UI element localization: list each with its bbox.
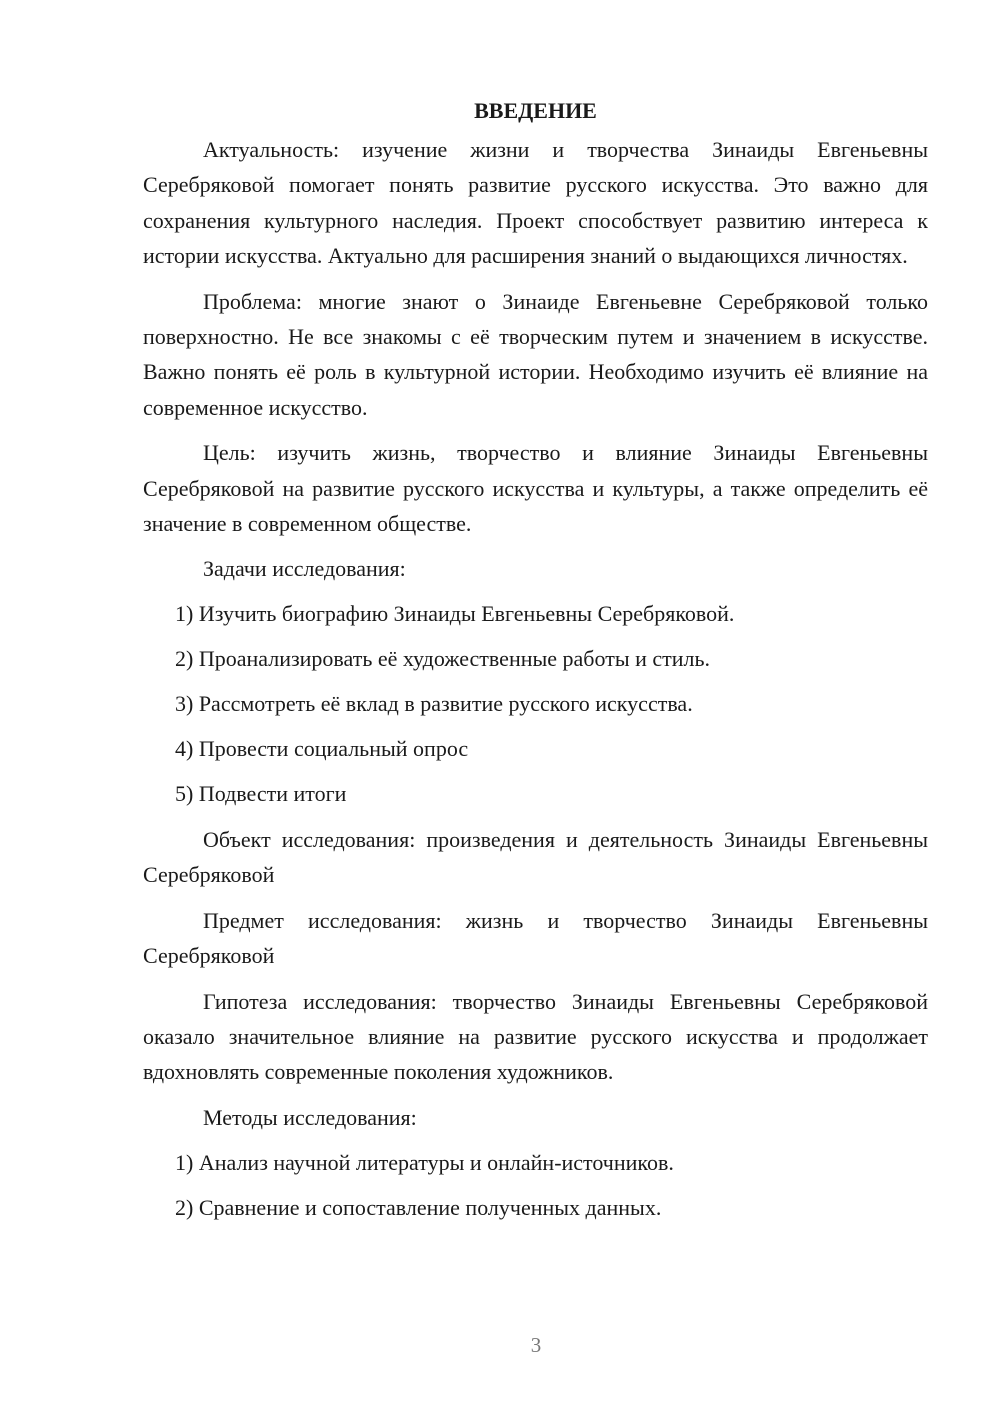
task-item: 4) Провести социальный опрос <box>175 736 469 762</box>
tasks-heading: Задачи исследования: <box>203 556 406 582</box>
task-item: 2) Проанализировать её художественные работы и стиль. <box>175 646 711 672</box>
section-title: ВВЕДЕНИЕ <box>474 98 597 123</box>
goal-paragraph: Цель: изучить жизнь, творчество и влияние Зинаиды Евгеньевны Серебряковой на развитие русского искусства и культуры, а также определить её значение в современном обществе. <box>143 440 928 537</box>
methods-heading: Методы исследования: <box>203 1104 417 1130</box>
page-number: 3 <box>530 1333 542 1357</box>
subject-paragraph: Предмет исследования: жизнь и творчество Зинаиды Евгеньевны Серебряковой <box>143 907 928 969</box>
method-item: 2) Сравнение и сопоставление полученных данных. <box>175 1194 662 1220</box>
document-page <box>143 94 928 1225</box>
task-item: 1) Изучить биографию Зинаиды Евгеньевны Серебряковой. <box>175 601 735 627</box>
hypothesis-paragraph: Гипотеза исследования: творчество Зинаиды Евгеньевны Серебряковой оказало значительное влияние на развитие русского искусства и продолжает вдохновлять современные поколения художников. <box>143 988 928 1085</box>
method-item: 1) Анализ научной литературы и онлайн-источников. <box>175 1149 674 1175</box>
task-item: 3) Рассмотреть её вклад в развитие русского искусства. <box>175 691 693 717</box>
task-item: 5) Подвести итоги <box>175 781 347 807</box>
object-paragraph: Объект исследования: произведения и деятельность Зинаиды Евгеньевны Серебряковой <box>143 826 928 888</box>
problem-paragraph: Проблема: многие знают о Зинаиде Евгеньевне Серебряковой только поверхностно. Не все знакомы с её творческим путем и значением в искусстве. Важно понять её роль в культурной истории. Необходимо изучить её влияние на современное искусство. <box>143 288 928 420</box>
relevance-paragraph: Актуальность: изучение жизни и творчества Зинаиды Евгеньевны Серебряковой помогает понять развитие русского искусства. Это важно для сохранения культурного наследия. Проект способствует развитию интереса к истории искусства. Актуально для расширения знаний о выдающихся личностях. <box>143 137 928 269</box>
